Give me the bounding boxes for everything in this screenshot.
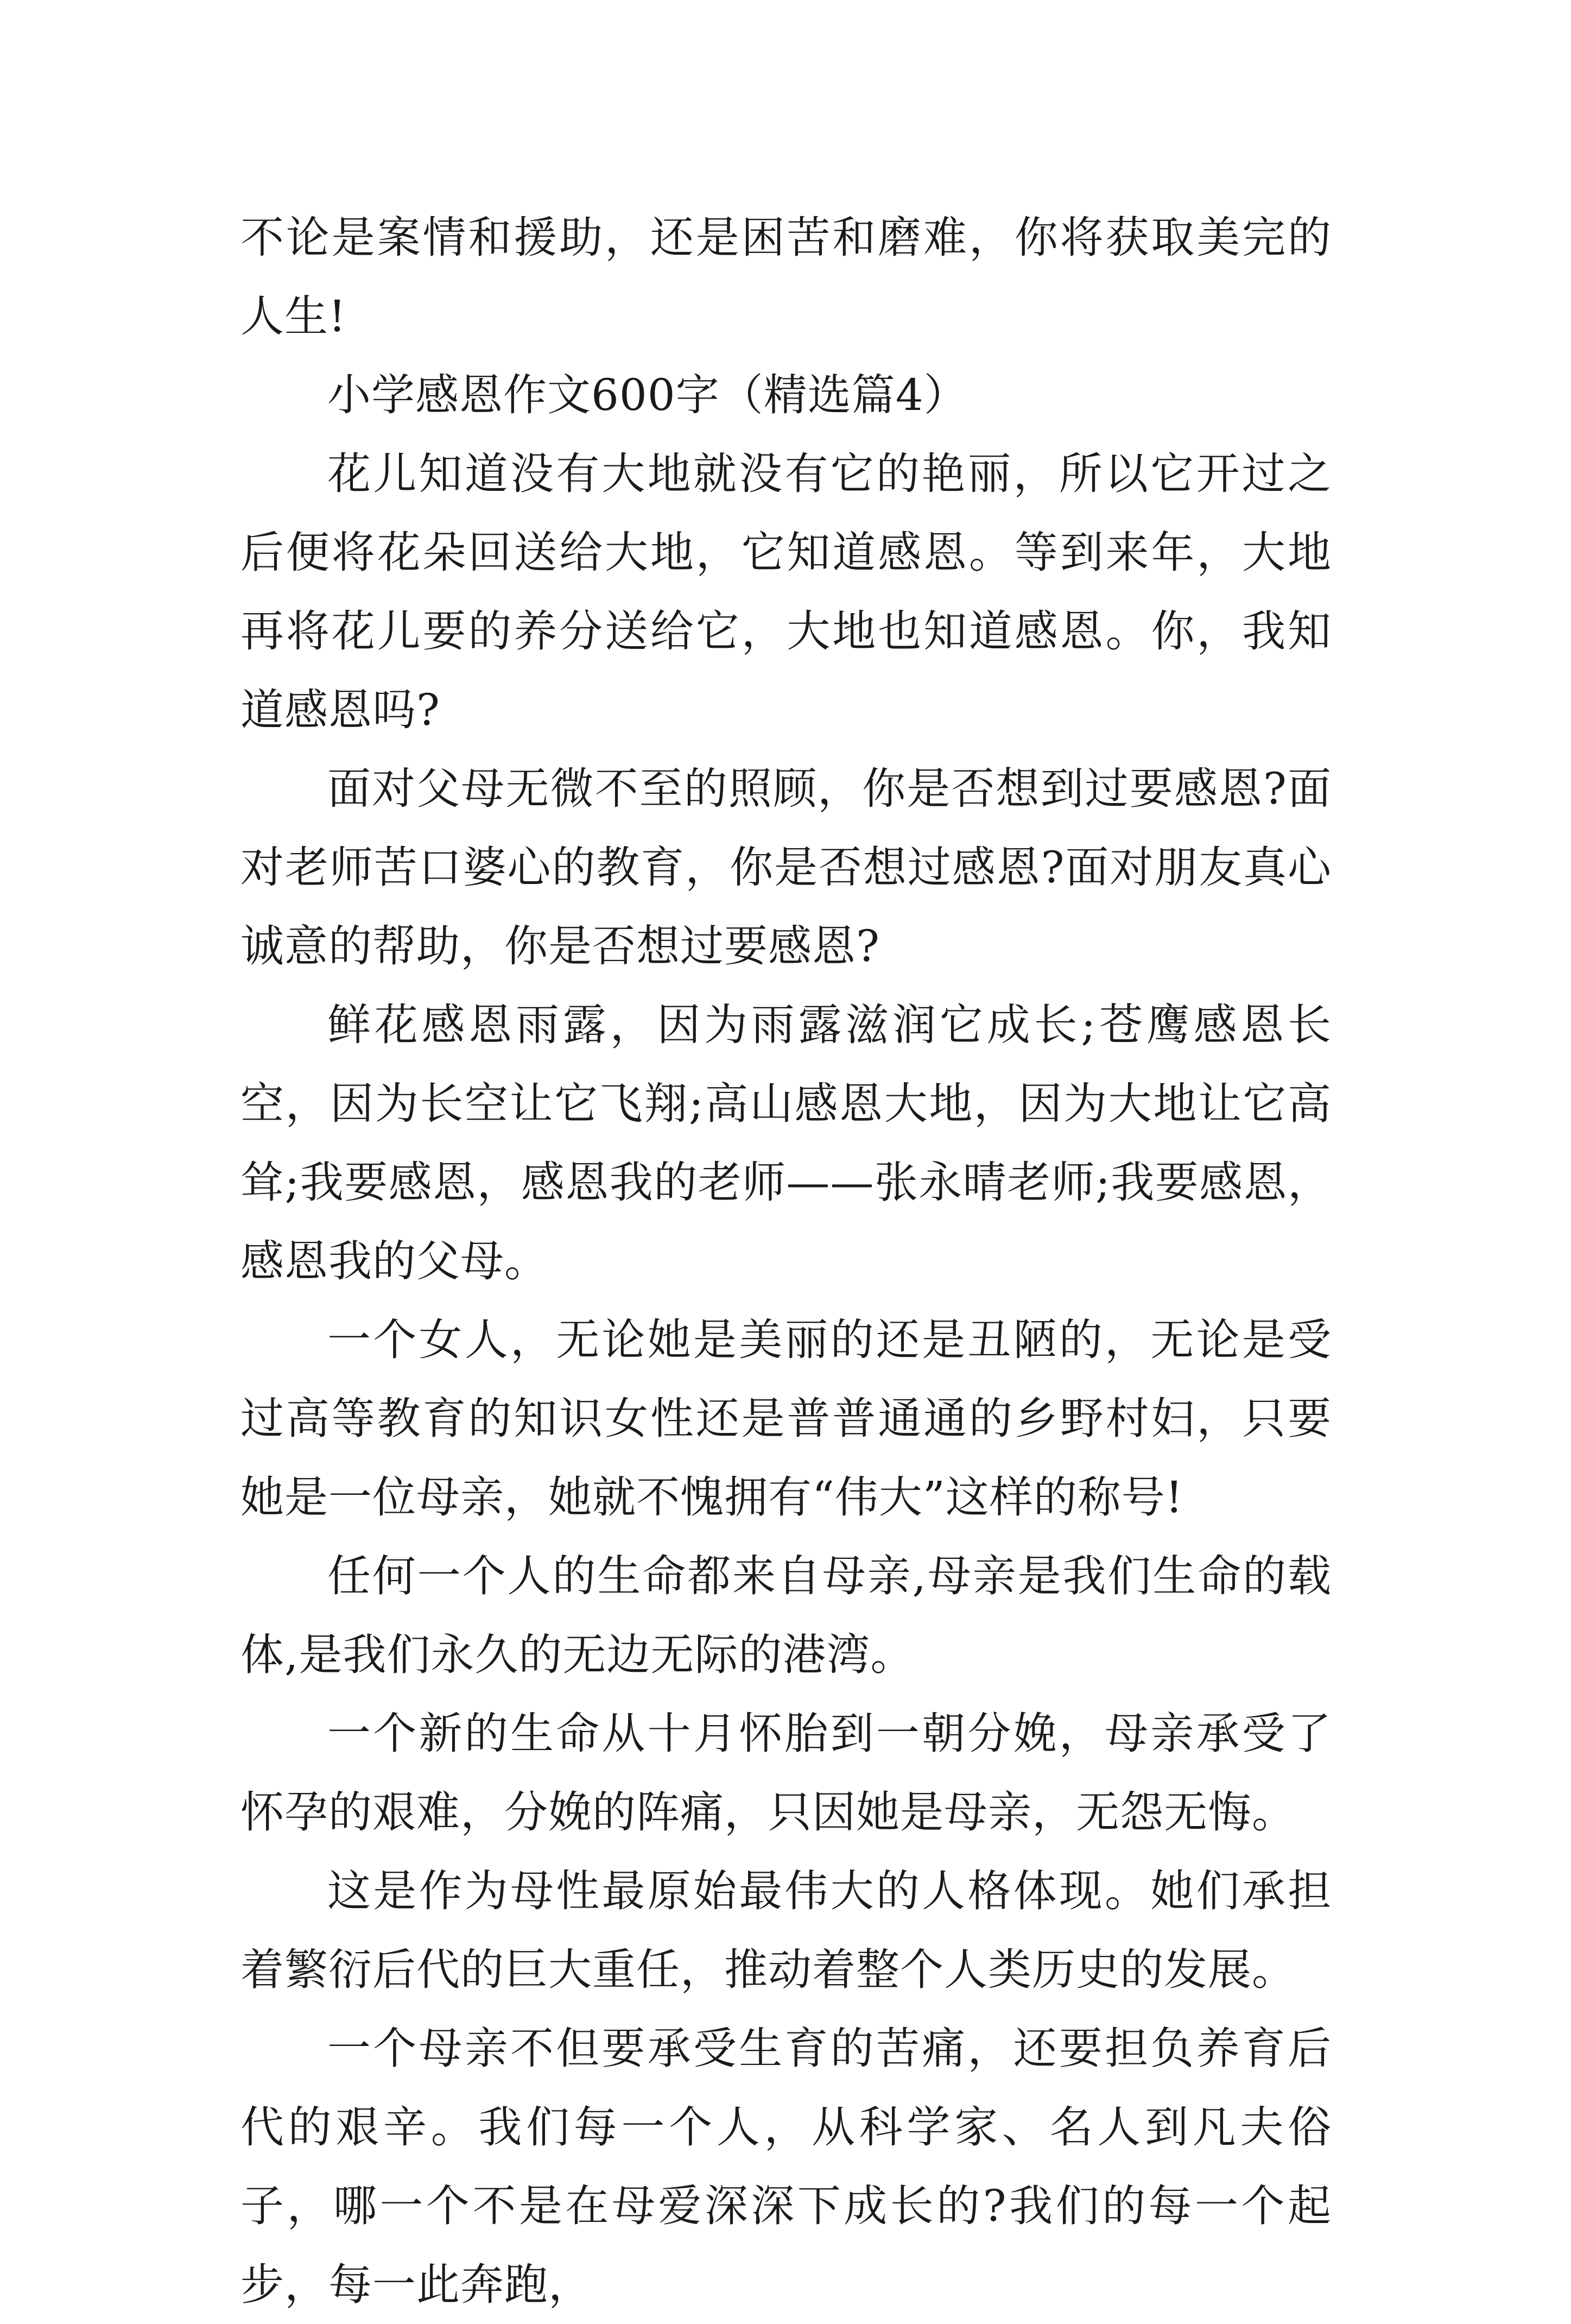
paragraph: 任何一个人的生命都来自母亲,母亲是我们生命的载体,是我们永久的无边无际的港湾。 [240, 1551, 1332, 1680]
section-title: 小学感恩作文600字（精选篇4） [327, 370, 968, 420]
continued-line: 不论是案情和援助，还是困苦和磨难，你将获取美完的人生! [240, 212, 1332, 342]
document-body [240, 198, 1332, 2324]
paragraph: 一个新的生命从十月怀胎到一朝分娩，母亲承受了怀孕的艰难，分娩的阵痛，只因她是母亲，无怨无悔。 [240, 1708, 1332, 1837]
paragraph: 花儿知道没有大地就没有它的艳丽，所以它开过之后便将花朵回送给大地，它知道感恩。等到来年，大地再将花儿要的养分送给它，大地也知道感恩。你，我知道感恩吗? [240, 449, 1332, 735]
paragraph: 这是作为母性最原始最伟大的人格体现。她们承担着繁衍后代的巨大重任，推动着整个人类历史的发展。 [240, 1866, 1332, 1995]
paragraph: 面对父母无微不至的照顾，你是否想到过要感恩?面对老师苦口婆心的教育，你是否想过感恩?面对朋友真心诚意的帮助，你是否想过要感恩? [240, 763, 1332, 971]
paragraph: 一个女人，无论她是美丽的还是丑陋的，无论是受过高等教育的知识女性还是普普通通的乡野村妇，只要她是一位母亲，她就不愧拥有“伟大”这样的称号! [240, 1315, 1332, 1523]
paragraph: 鲜花感恩雨露，因为雨露滋润它成长;苍鹰感恩长空，因为长空让它飞翔;高山感恩大地，因为大地让它高耸;我要感恩，感恩我的老师——张永晴老师;我要感恩，感恩我的父母。 [240, 1000, 1332, 1286]
paragraph: 一个母亲不但要承受生育的苦痛，还要担负养育后代的艰辛。我们每一个人，从科学家、名人到凡夫俗子，哪一个不是在母爱深深下成长的?我们的每一个起步，每一此奔跑， [240, 2023, 1332, 2310]
